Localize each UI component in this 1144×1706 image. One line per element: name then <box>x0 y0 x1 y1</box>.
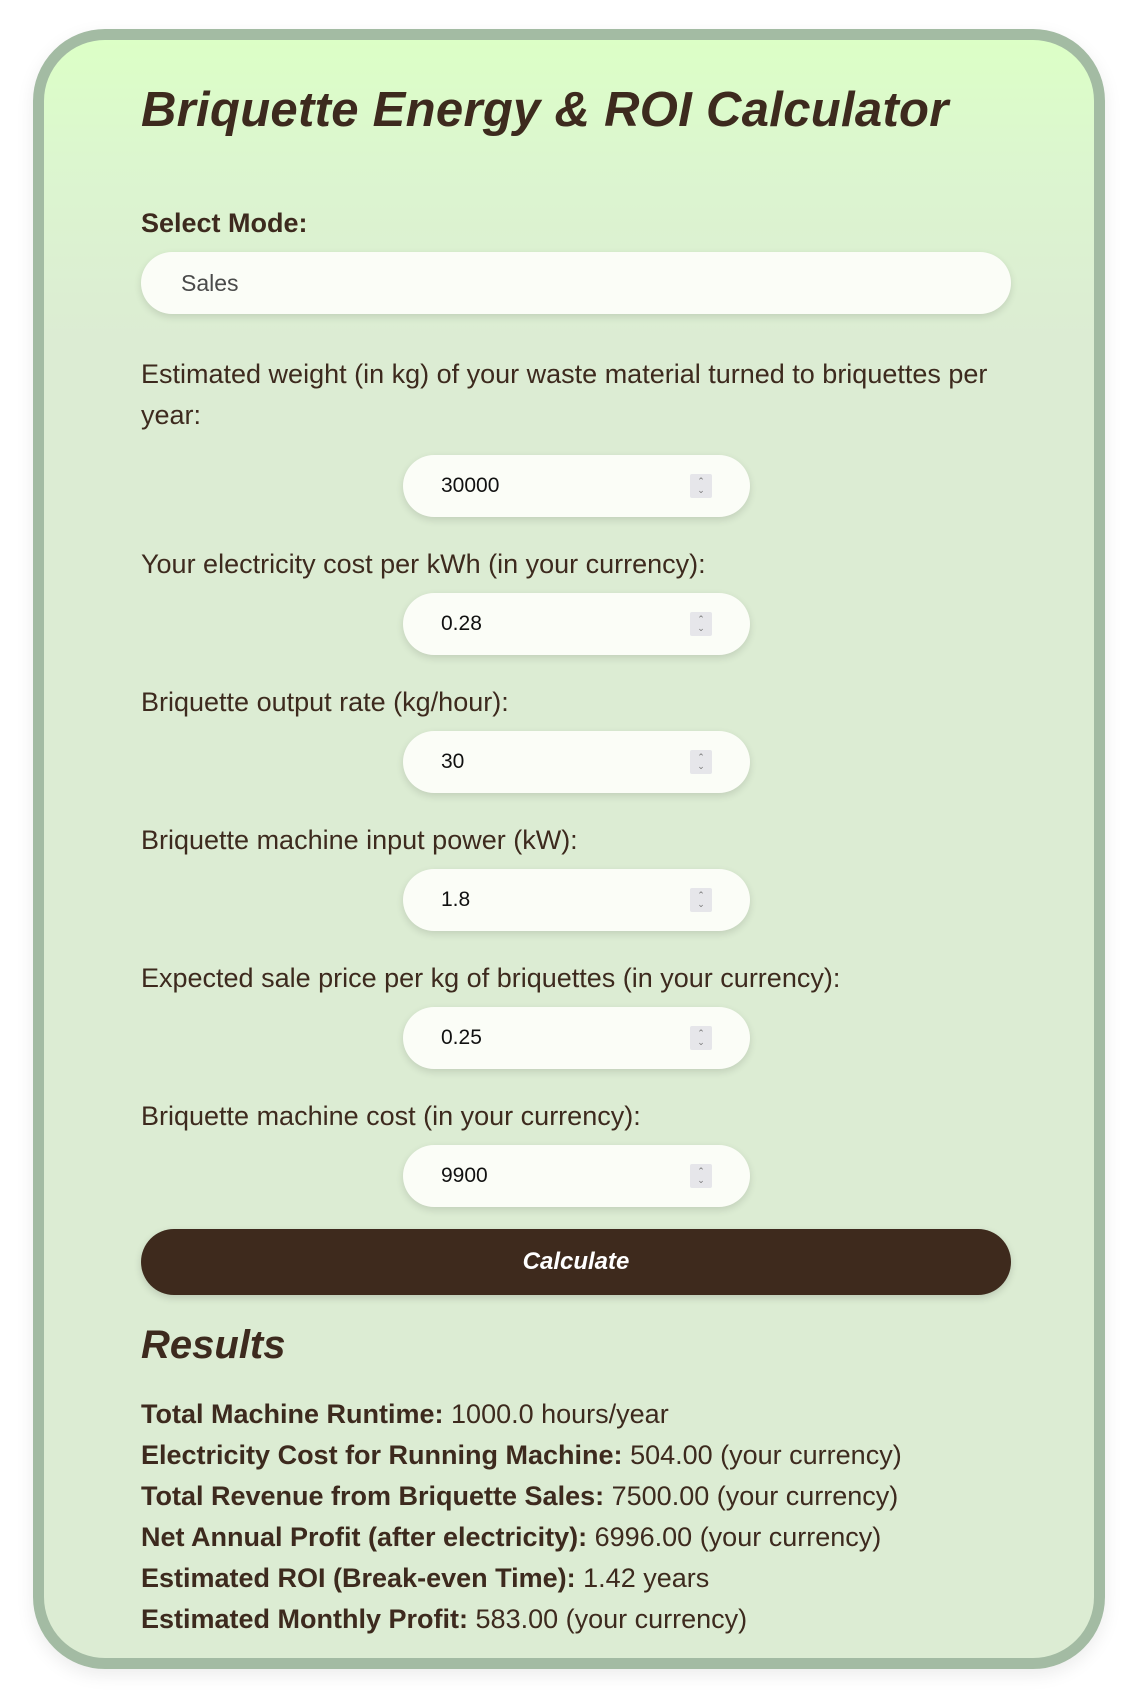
machine-cost-input[interactable] <box>403 1145 750 1207</box>
result-value: 6996.00 (your currency) <box>594 1522 882 1552</box>
result-value: 1.42 years <box>583 1563 710 1593</box>
number-spinner-icon[interactable]: ⌃ ⌄ <box>690 1164 712 1188</box>
result-value: 583.00 (your currency) <box>475 1604 748 1634</box>
input-power-value: 1.8 <box>441 888 471 911</box>
field-label-electricity-cost: Your electricity cost per kWh (in your currency): <box>141 549 706 579</box>
result-label: Total Machine Runtime: <box>141 1399 444 1429</box>
output-rate-input[interactable] <box>403 731 750 793</box>
number-spinner-icon[interactable]: ⌃ ⌄ <box>690 612 712 636</box>
result-monthly-profit <box>141 1599 1011 1640</box>
result-value: 7500.00 (your currency) <box>611 1481 899 1511</box>
field-label-sale-price: Expected sale price per kg of briquettes (in your currency): <box>141 963 841 993</box>
field-label-input-power: Briquette machine input power (kW): <box>141 825 578 855</box>
field-label-waste-weight: Estimated weight (in kg) of your waste material turned to briquettes per year: <box>141 359 988 430</box>
output-rate-value: 30 <box>441 750 465 773</box>
waste-weight-value: 30000 <box>441 474 500 497</box>
result-electricity-cost <box>141 1435 1011 1476</box>
result-net-profit <box>141 1517 1011 1558</box>
result-value: 504.00 (your currency) <box>630 1440 902 1470</box>
number-spinner-icon[interactable]: ⌃ ⌄ <box>690 888 712 912</box>
number-spinner-icon[interactable]: ⌃ ⌄ <box>690 750 712 774</box>
result-roi <box>141 1558 1011 1599</box>
result-revenue <box>141 1476 1011 1517</box>
electricity-cost-value: 0.28 <box>441 612 482 635</box>
result-value: 1000.0 hours/year <box>451 1399 669 1429</box>
result-label: Total Revenue from Briquette Sales: <box>141 1481 605 1511</box>
number-spinner-icon[interactable]: ⌃ ⌄ <box>690 1026 712 1050</box>
page-title: Briquette Energy & ROI Calculator <box>141 83 949 137</box>
machine-cost-value: 9900 <box>441 1164 488 1187</box>
mode-select[interactable] <box>141 252 1011 314</box>
waste-weight-input[interactable] <box>403 455 750 517</box>
mode-label: Select Mode: <box>141 208 308 238</box>
result-label: Net Annual Profit (after electricity): <box>141 1522 588 1552</box>
number-spinner-icon[interactable]: ⌃ ⌄ <box>690 474 712 498</box>
result-runtime <box>141 1394 1011 1435</box>
result-label: Estimated ROI (Break-even Time): <box>141 1563 576 1593</box>
electricity-cost-input[interactable] <box>403 593 750 655</box>
calculate-button[interactable]: Calculate <box>141 1229 1011 1295</box>
field-label-machine-cost: Briquette machine cost (in your currency): <box>141 1101 641 1131</box>
mode-selected-value: Sales <box>181 269 239 296</box>
field-label-output-rate: Briquette output rate (kg/hour): <box>141 687 509 717</box>
sale-price-value: 0.25 <box>441 1026 482 1049</box>
results-heading: Results <box>141 1323 286 1367</box>
result-label: Estimated Monthly Profit: <box>141 1604 469 1634</box>
sale-price-input[interactable] <box>403 1007 750 1069</box>
input-power-input[interactable] <box>403 869 750 931</box>
result-label: Electricity Cost for Running Machine: <box>141 1440 623 1470</box>
results-list <box>141 1394 1011 1640</box>
